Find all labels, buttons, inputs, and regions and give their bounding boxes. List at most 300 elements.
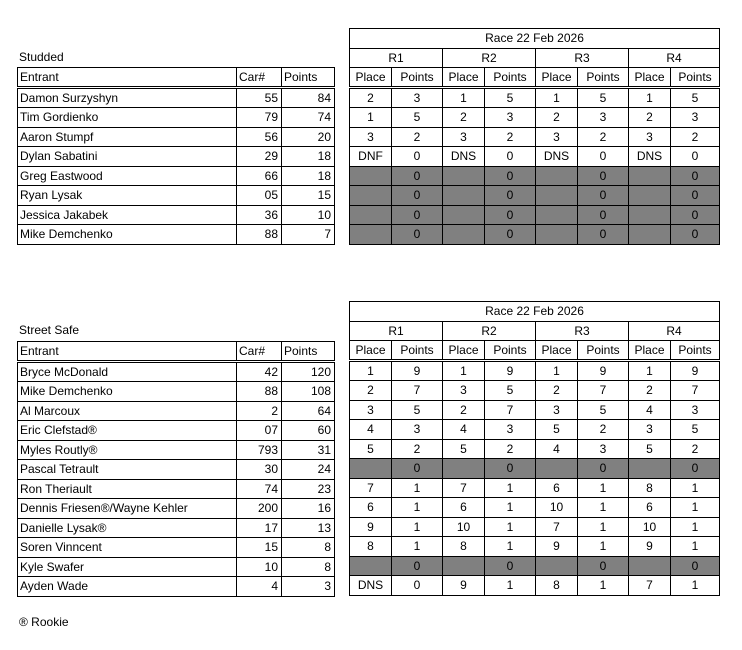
round-points-cell: 3 (578, 108, 629, 128)
round-points-cell: 7 (578, 381, 629, 401)
place-cell: 2 (443, 108, 485, 128)
table-row (18, 440, 335, 460)
round-points-cell: 1 (578, 517, 629, 537)
car-number: 15 (237, 538, 282, 558)
table-row (18, 460, 335, 480)
round-points-cell: 5 (578, 88, 629, 108)
total-points: 108 (282, 382, 335, 402)
round-points-cell: 0 (578, 147, 629, 167)
table-row (18, 186, 335, 206)
place-cell: 2 (350, 381, 392, 401)
table-row (18, 518, 335, 538)
table-row (18, 108, 335, 128)
total-points: 60 (282, 421, 335, 441)
race-title-row (350, 29, 720, 49)
section-title: Studded (19, 50, 64, 64)
table-row (18, 225, 335, 245)
table-row (18, 382, 335, 402)
round-points-cell: 1 (671, 517, 720, 537)
round-points-cell: 1 (485, 478, 536, 498)
round-points-cell: 5 (485, 381, 536, 401)
place-cell (350, 205, 392, 225)
total-points: 74 (282, 108, 335, 128)
round-points-cell: 1 (578, 498, 629, 518)
round-points-cell: 7 (485, 400, 536, 420)
round-points-cell: 1 (485, 537, 536, 557)
round-points-cell: 3 (578, 439, 629, 459)
round-points-cell: 0 (578, 556, 629, 576)
car-number: 30 (237, 460, 282, 480)
place-cell (629, 459, 671, 479)
place-cell: 9 (629, 537, 671, 557)
car-header: Car# (237, 342, 282, 362)
table-row (18, 538, 335, 558)
place-cell: 9 (536, 537, 578, 557)
total-points: 20 (282, 127, 335, 147)
place-cell: 2 (536, 381, 578, 401)
round-points-cell: 0 (671, 225, 720, 245)
car-number: 17 (237, 518, 282, 538)
entrant-name: Danielle Lysak® (18, 518, 237, 538)
round-points-cell: 2 (578, 127, 629, 147)
car-number: 07 (237, 421, 282, 441)
place-cell: 8 (536, 576, 578, 596)
sub-header-row (350, 68, 720, 88)
place-cell: 8 (350, 537, 392, 557)
entrant-name: Pascal Tetrault (18, 460, 237, 480)
race-title-row (350, 302, 720, 322)
place-cell: 5 (629, 439, 671, 459)
car-number: 793 (237, 440, 282, 460)
round-header: R2 (443, 48, 536, 68)
round-points-cell: 2 (392, 127, 443, 147)
round-points-cell: 0 (578, 459, 629, 479)
place-cell: 3 (350, 400, 392, 420)
place-cell: DNS (443, 147, 485, 167)
place-cell: 1 (350, 361, 392, 381)
car-number: 36 (237, 205, 282, 225)
place-cell: 8 (629, 478, 671, 498)
round-points-cell: 0 (392, 166, 443, 186)
round-points-cell: 0 (485, 459, 536, 479)
place-cell: 10 (536, 498, 578, 518)
round-points-cell: 0 (392, 576, 443, 596)
round-points-cell: 9 (671, 361, 720, 381)
table-row (18, 499, 335, 519)
place-cell: DNS (536, 147, 578, 167)
total-points: 31 (282, 440, 335, 460)
table-row (18, 147, 335, 167)
place-cell: 6 (629, 498, 671, 518)
round-points-cell: 0 (392, 205, 443, 225)
round-points-cell: 0 (671, 147, 720, 167)
place-cell: DNS (350, 576, 392, 596)
place-cell (629, 225, 671, 245)
place-cell: 3 (350, 127, 392, 147)
place-cell: 5 (536, 420, 578, 440)
round-points-cell: 0 (578, 205, 629, 225)
result-row (350, 420, 720, 440)
round-points-cell: 9 (392, 361, 443, 381)
place-cell (536, 186, 578, 206)
place-cell: 9 (350, 517, 392, 537)
result-row (350, 88, 720, 108)
standings-table (17, 67, 335, 245)
place-cell: 1 (536, 88, 578, 108)
place-cell: DNS (629, 147, 671, 167)
result-row (350, 537, 720, 557)
table-row (18, 127, 335, 147)
rounds-row (350, 48, 720, 68)
place-cell (536, 166, 578, 186)
car-number: 200 (237, 499, 282, 519)
result-row (350, 186, 720, 206)
place-cell (350, 186, 392, 206)
place-cell: DNF (350, 147, 392, 167)
total-points: 64 (282, 401, 335, 421)
place-cell (536, 459, 578, 479)
round-points-cell: 1 (392, 478, 443, 498)
rounds-row (350, 321, 720, 341)
place-cell: 1 (443, 361, 485, 381)
entrant-name: Ron Theriault (18, 479, 237, 499)
points-header: Points (282, 68, 335, 88)
place-cell (629, 166, 671, 186)
round-points-cell: 7 (392, 381, 443, 401)
round-points-cell: 3 (392, 420, 443, 440)
result-row (350, 576, 720, 596)
table-row (18, 577, 335, 597)
points-header: Points (392, 68, 443, 88)
result-row (350, 459, 720, 479)
place-cell: 9 (443, 576, 485, 596)
round-points-cell: 0 (485, 166, 536, 186)
car-number: 10 (237, 557, 282, 577)
entrant-name: Dylan Sabatini (18, 147, 237, 167)
place-cell (536, 556, 578, 576)
car-number: 56 (237, 127, 282, 147)
car-number: 05 (237, 186, 282, 206)
round-points-cell: 0 (392, 459, 443, 479)
result-row (350, 147, 720, 167)
entrant-name: Al Marcoux (18, 401, 237, 421)
car-number: 79 (237, 108, 282, 128)
round-points-cell: 1 (578, 478, 629, 498)
place-cell: 3 (629, 127, 671, 147)
total-points: 15 (282, 186, 335, 206)
place-header: Place (443, 341, 485, 361)
entrant-header: Entrant (18, 68, 237, 88)
header-row (18, 68, 335, 88)
place-cell (350, 459, 392, 479)
entrant-name: Damon Surzyshyn (18, 88, 237, 108)
round-points-cell: 0 (578, 166, 629, 186)
points-header: Points (671, 341, 720, 361)
total-points: 24 (282, 460, 335, 480)
place-cell (443, 556, 485, 576)
place-cell: 4 (536, 439, 578, 459)
place-cell: 10 (443, 517, 485, 537)
round-points-cell: 1 (671, 576, 720, 596)
place-cell: 2 (629, 108, 671, 128)
place-cell: 2 (629, 381, 671, 401)
round-points-cell: 1 (485, 517, 536, 537)
place-cell: 2 (350, 88, 392, 108)
round-points-cell: 3 (392, 88, 443, 108)
total-points: 8 (282, 538, 335, 558)
place-cell (536, 205, 578, 225)
result-row (350, 166, 720, 186)
car-header: Car# (237, 68, 282, 88)
table-row (18, 166, 335, 186)
round-header: R4 (629, 48, 720, 68)
place-cell: 7 (443, 478, 485, 498)
header-row (18, 342, 335, 362)
place-cell: 2 (536, 108, 578, 128)
round-header: R1 (350, 48, 443, 68)
car-number: 88 (237, 382, 282, 402)
place-cell (350, 556, 392, 576)
race-title: Race 22 Feb 2026 (350, 29, 720, 49)
round-points-cell: 2 (671, 127, 720, 147)
total-points: 3 (282, 577, 335, 597)
place-cell: 3 (629, 420, 671, 440)
place-cell (629, 205, 671, 225)
place-cell (629, 186, 671, 206)
place-cell: 1 (536, 361, 578, 381)
round-points-cell: 0 (671, 459, 720, 479)
round-header: R3 (536, 321, 629, 341)
place-header: Place (536, 68, 578, 88)
race-results-table (349, 301, 720, 596)
entrant-name: Mike Demchenko (18, 382, 237, 402)
place-cell: 2 (443, 400, 485, 420)
result-row (350, 556, 720, 576)
total-points: 120 (282, 362, 335, 382)
place-cell: 4 (629, 400, 671, 420)
standings-table (17, 341, 335, 597)
table-row (18, 421, 335, 441)
round-points-cell: 0 (392, 225, 443, 245)
entrant-name: Mike Demchenko (18, 225, 237, 245)
round-points-cell: 1 (578, 537, 629, 557)
round-points-cell: 1 (671, 498, 720, 518)
round-points-cell: 2 (485, 127, 536, 147)
place-cell (350, 225, 392, 245)
round-points-cell: 2 (392, 439, 443, 459)
place-header: Place (629, 68, 671, 88)
total-points: 13 (282, 518, 335, 538)
entrant-name: Dennis Friesen®/Wayne Kehler (18, 499, 237, 519)
place-cell: 3 (443, 127, 485, 147)
round-points-cell: 3 (485, 420, 536, 440)
place-cell: 1 (629, 88, 671, 108)
round-points-cell: 1 (671, 537, 720, 557)
table-row (18, 88, 335, 108)
place-cell (443, 166, 485, 186)
round-points-cell: 0 (485, 225, 536, 245)
round-points-cell: 0 (485, 147, 536, 167)
round-points-cell: 5 (392, 400, 443, 420)
place-cell: 7 (629, 576, 671, 596)
place-cell (629, 556, 671, 576)
round-points-cell: 0 (485, 556, 536, 576)
table-row (18, 401, 335, 421)
rookie-footnote: ® Rookie (19, 615, 69, 629)
round-points-cell: 3 (671, 108, 720, 128)
place-header: Place (536, 341, 578, 361)
round-points-cell: 0 (392, 147, 443, 167)
result-row (350, 361, 720, 381)
place-cell (443, 205, 485, 225)
entrant-name: Myles Routly® (18, 440, 237, 460)
points-header: Points (671, 68, 720, 88)
place-cell (350, 166, 392, 186)
round-points-cell: 0 (671, 186, 720, 206)
round-points-cell: 0 (578, 186, 629, 206)
round-points-cell: 0 (485, 186, 536, 206)
round-header: R1 (350, 321, 443, 341)
total-points: 23 (282, 479, 335, 499)
round-points-cell: 9 (578, 361, 629, 381)
round-points-cell: 0 (578, 225, 629, 245)
place-cell: 1 (350, 108, 392, 128)
result-row (350, 400, 720, 420)
place-cell: 1 (629, 361, 671, 381)
round-points-cell: 5 (392, 108, 443, 128)
place-cell: 3 (443, 381, 485, 401)
entrant-name: Ayden Wade (18, 577, 237, 597)
place-cell: 7 (350, 478, 392, 498)
place-header: Place (350, 68, 392, 88)
round-points-cell: 5 (485, 88, 536, 108)
points-header: Points (485, 68, 536, 88)
total-points: 7 (282, 225, 335, 245)
result-row (350, 205, 720, 225)
round-points-cell: 0 (485, 205, 536, 225)
entrant-header: Entrant (18, 342, 237, 362)
place-header: Place (350, 341, 392, 361)
result-row (350, 498, 720, 518)
place-cell: 5 (443, 439, 485, 459)
table-row (18, 557, 335, 577)
round-points-cell: 9 (485, 361, 536, 381)
place-cell: 10 (629, 517, 671, 537)
car-number: 2 (237, 401, 282, 421)
total-points: 8 (282, 557, 335, 577)
points-header: Points (485, 341, 536, 361)
place-cell: 4 (443, 420, 485, 440)
entrant-name: Tim Gordienko (18, 108, 237, 128)
place-cell: 8 (443, 537, 485, 557)
round-points-cell: 3 (485, 108, 536, 128)
table-row (18, 205, 335, 225)
round-points-cell: 0 (392, 556, 443, 576)
round-points-cell: 2 (671, 439, 720, 459)
entrant-name: Greg Eastwood (18, 166, 237, 186)
car-number: 42 (237, 362, 282, 382)
place-cell: 7 (536, 517, 578, 537)
car-number: 4 (237, 577, 282, 597)
car-number: 74 (237, 479, 282, 499)
round-points-cell: 1 (485, 498, 536, 518)
total-points: 18 (282, 166, 335, 186)
place-cell: 6 (536, 478, 578, 498)
place-cell: 3 (536, 127, 578, 147)
total-points: 18 (282, 147, 335, 167)
round-points-cell: 1 (392, 517, 443, 537)
entrant-name: Aaron Stumpf (18, 127, 237, 147)
points-header: Points (578, 341, 629, 361)
round-header: R4 (629, 321, 720, 341)
result-row (350, 225, 720, 245)
result-row (350, 108, 720, 128)
place-header: Place (629, 341, 671, 361)
place-cell: 6 (443, 498, 485, 518)
round-header: R2 (443, 321, 536, 341)
entrant-name: Bryce McDonald (18, 362, 237, 382)
round-points-cell: 1 (392, 537, 443, 557)
round-points-cell: 5 (671, 88, 720, 108)
car-number: 55 (237, 88, 282, 108)
place-cell: 1 (443, 88, 485, 108)
section-title: Street Safe (19, 323, 80, 337)
round-points-cell: 5 (671, 420, 720, 440)
round-points-cell: 7 (671, 381, 720, 401)
place-cell (443, 459, 485, 479)
total-points: 16 (282, 499, 335, 519)
round-points-cell: 1 (485, 576, 536, 596)
result-row (350, 439, 720, 459)
points-header: Points (392, 341, 443, 361)
round-points-cell: 0 (392, 186, 443, 206)
result-row (350, 127, 720, 147)
car-number: 88 (237, 225, 282, 245)
place-cell (443, 186, 485, 206)
entrant-name: Jessica Jakabek (18, 205, 237, 225)
car-number: 66 (237, 166, 282, 186)
points-header: Points (282, 342, 335, 362)
race-title: Race 22 Feb 2026 (350, 302, 720, 322)
entrant-name: Ryan Lysak (18, 186, 237, 206)
round-points-cell: 1 (671, 478, 720, 498)
result-row (350, 478, 720, 498)
round-points-cell: 0 (671, 556, 720, 576)
place-header: Place (443, 68, 485, 88)
place-cell (443, 225, 485, 245)
place-cell (536, 225, 578, 245)
entrant-name: Soren Vinncent (18, 538, 237, 558)
round-points-cell: 1 (578, 576, 629, 596)
round-points-cell: 5 (578, 400, 629, 420)
round-points-cell: 3 (671, 400, 720, 420)
entrant-name: Kyle Swafer (18, 557, 237, 577)
car-number: 29 (237, 147, 282, 167)
result-row (350, 381, 720, 401)
round-points-cell: 2 (485, 439, 536, 459)
round-points-cell: 0 (671, 166, 720, 186)
total-points: 84 (282, 88, 335, 108)
place-cell: 6 (350, 498, 392, 518)
entrant-name: Eric Clefstad® (18, 421, 237, 441)
place-cell: 5 (350, 439, 392, 459)
round-points-cell: 2 (578, 420, 629, 440)
table-row (18, 479, 335, 499)
points-header: Points (578, 68, 629, 88)
result-row (350, 517, 720, 537)
place-cell: 4 (350, 420, 392, 440)
round-header: R3 (536, 48, 629, 68)
